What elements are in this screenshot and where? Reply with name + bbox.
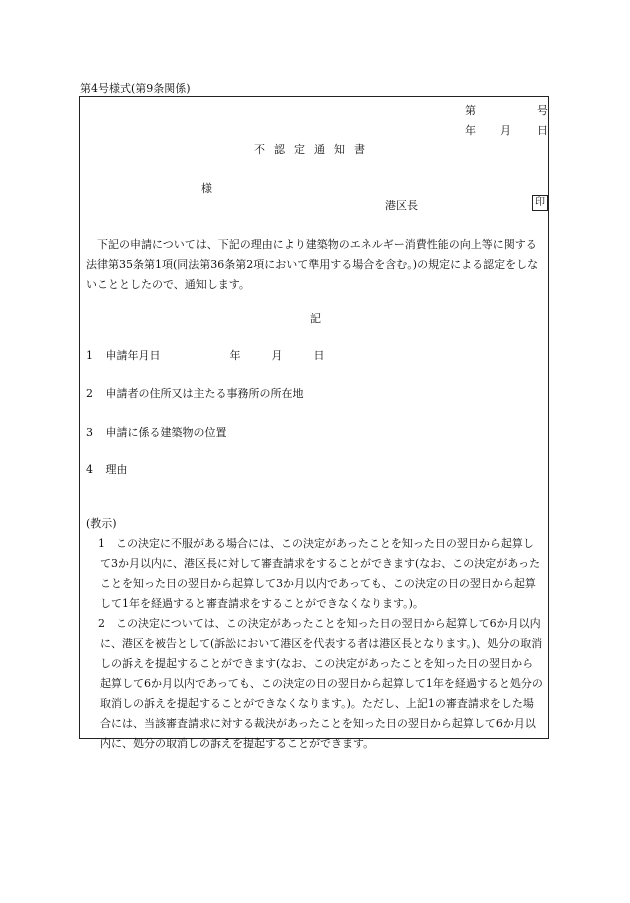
item-label: 申請者の住所又は主たる事務所の所在地	[105, 387, 304, 400]
number-suffix: 号	[537, 104, 548, 117]
item-number: 3	[86, 426, 93, 439]
item-month: 月	[271, 349, 283, 362]
date-year: 年	[465, 124, 476, 137]
body-paragraph: 下記の申請については、下記の理由により建築物のエネルギー消費性能の向上等に関する法律第35条第1項(同法第36条第2項において準用する場合を含む。)の規定による認定をしないこととしたので、通知します。	[86, 238, 539, 291]
item-applicant-address	[86, 385, 304, 401]
item-number: 1	[86, 349, 93, 362]
item-label: 申請年月日	[105, 349, 161, 362]
item-year: 年	[229, 349, 241, 362]
sender-label: 港区長	[385, 199, 418, 212]
ki-heading: 記	[310, 312, 321, 325]
notice-item: 1 この決定に不服がある場合には、この決定があったことを知った日の翌日から起算して3か月以内に、港区長に対して審査請求をすることができます(なお、この決定があったことを知った日の翌日から起算して3か月以内であっても、この決定の日の翌日から起算して1年を経過すると審査請求をすることができなくなります。)。	[98, 537, 541, 610]
sender-name	[385, 197, 418, 213]
notice-item: 2 この決定については、この決定があったことを知った日の翌日から起算して6か月以内に、港区を被告として(訴訟において港区を代表する者は港区長となります。)、処分の取消しの訴えを提起することができます(なお、この決定があったことを知った日の翌日から起算して6か月以内であっても、この決定の日の翌日から起算して1年を経過すると処分の取消しの訴えを提起することができなくなります。)。ただし、上記1の審査請求をした場合には、当該審査請求に対する裁決があったことを知った日の翌日から起算して6か月以内に、処分の取消しの訴えを提起することができます。	[98, 617, 543, 750]
date-month: 月	[500, 124, 511, 137]
notice-heading: (教示)	[86, 517, 117, 530]
item-building-location	[86, 424, 227, 440]
item-label: 申請に係る建築物の位置	[105, 426, 227, 439]
document-title: 不認定通知書	[254, 143, 374, 156]
item-number: 4	[86, 463, 93, 476]
item-application-date	[86, 347, 325, 363]
seal-mark	[530, 195, 548, 211]
item-number: 2	[86, 387, 93, 400]
seal-icon: 印	[532, 195, 548, 211]
item-label: 理由	[105, 463, 128, 476]
notice-section	[86, 514, 544, 754]
date-day: 日	[537, 124, 548, 137]
number-prefix: 第	[465, 104, 476, 117]
item-reason	[86, 461, 128, 477]
form-number: 第4号様式(第9条関係)	[80, 82, 191, 95]
recipient-suffix: 様	[201, 182, 212, 195]
item-day: 日	[313, 349, 325, 362]
